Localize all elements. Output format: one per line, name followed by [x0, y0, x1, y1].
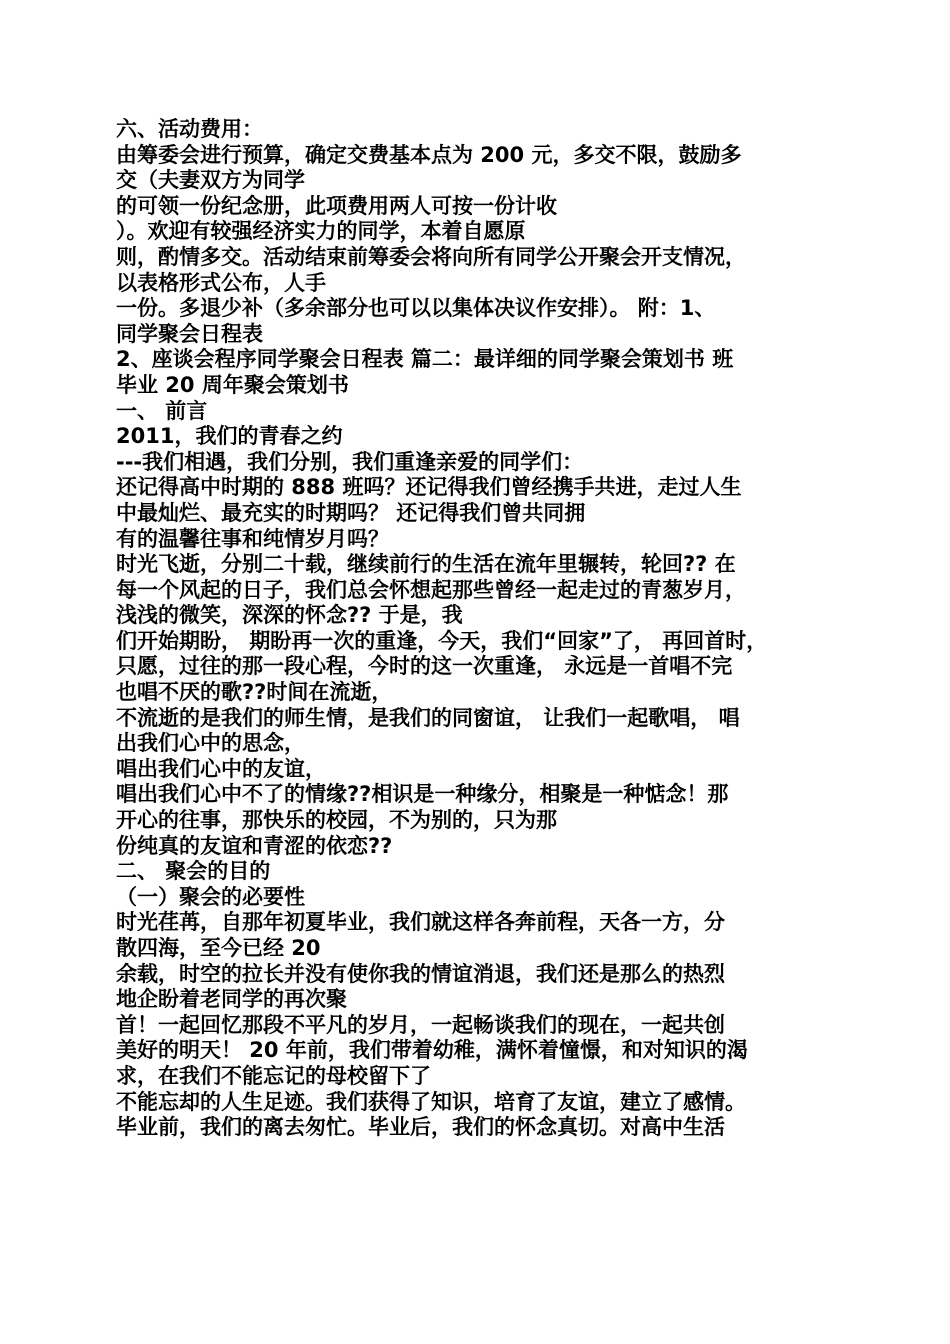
text-line: 交（夫妻双方为同学 [116, 168, 305, 193]
text-line: ---我们相遇，我们分别，我们重逢亲爱的同学们： [116, 449, 584, 474]
document-page [116, 117, 836, 1141]
text-line: 一份。多退少补（多余部分也可以以集体决议作安排）。 附：1、 [116, 296, 716, 321]
text-line: 每一个风起的日子，我们总会怀想起那些曾经一起走过的青葱岁月， [116, 577, 746, 602]
text-line: 不能忘却的人生足迹。我们获得了知识，培育了友谊，建立了感情。 [116, 1089, 746, 1114]
text-line: 中最灿烂、最充实的时期吗？ 还记得我们曾共同拥 [116, 500, 586, 525]
text-line: 首！一起回忆那段不平凡的岁月，一起畅谈我们的现在，一起共创 [116, 1012, 725, 1037]
text-line: 2、座谈会程序同学聚会日程表 篇二：最详细的同学聚会策划书 班 [116, 347, 734, 372]
text-line: 开心的往事，那快乐的校园，不为别的，只为那 [116, 808, 557, 833]
section-heading: 二、 聚会的目的 [116, 859, 271, 884]
text-line: 时光荏苒，自那年初夏毕业，我们就这样各奔前程，天各一方，分 [116, 910, 725, 935]
subsection-heading: （一）聚会的必要性 [116, 884, 305, 909]
text-line: 则，酌情多交。活动结束前筹委会将向所有同学公开聚会开支情况， [116, 244, 746, 269]
text-line: 散四海，至今已经 20 [116, 936, 321, 960]
text-line: 只愿，过往的那一段心程，今时的这一次重逢， 永远是一首唱不完 [116, 654, 733, 679]
text-line: 也唱不厌的歌??时间在流逝， [116, 680, 393, 705]
text-line: 毕业前，我们的离去匆忙。毕业后，我们的怀念真切。对高中生活 [116, 1115, 725, 1140]
text-line: 求，在我们不能忘记的母校留下了 [116, 1063, 431, 1088]
text-line: 的可领一份纪念册，此项费用两人可按一份计收 [116, 193, 557, 218]
text-line: 还记得高中时期的 888 班吗？还记得我们曾经携手共进，走过人生 [116, 475, 742, 500]
text-line: 出我们心中的思念， [116, 731, 305, 756]
text-line: 由筹委会进行预算，确定交费基本点为 200 元，多交不限，鼓励多 [116, 142, 742, 167]
text-line: 唱出我们心中的友谊， [116, 756, 326, 781]
text-line: 地企盼着老同学的再次聚 [116, 987, 347, 1012]
text-line: 浅浅的微笑，深深的怀念?? 于是，我 [116, 603, 463, 628]
text-line: 同学聚会日程表 [116, 321, 263, 346]
text-line: 份纯真的友谊和青涩的依恋?? [116, 833, 393, 858]
text-line: 2011，我们的青春之约 [116, 424, 343, 449]
text-line: 唱出我们心中不了的情缘??相识是一种缘分，相聚是一种惦念！那 [116, 782, 729, 807]
text-line: ）。欢迎有较强经济实力的同学，本着自愿原 [116, 219, 526, 244]
text-line: 六、活动费用： [116, 117, 263, 141]
text-line: 不流逝的是我们的师生情，是我们的同窗谊， 让我们一起歌唱， 唱 [116, 705, 740, 730]
text-line: 有的温馨往事和纯情岁月吗？ [116, 526, 389, 551]
text-line: 余载，时空的拉长并没有使你我的情谊消退，我们还是那么的热烈 [116, 961, 725, 986]
text-line: 美好的明天！ 20 年前，我们带着幼稚，满怀着憧憬，和对知识的渴 [116, 1038, 748, 1063]
text-line: 一、 前言 [116, 398, 208, 423]
text-line: 毕业 20 周年聚会策划书 [116, 372, 349, 397]
text-line: 时光飞逝，分别二十载，继续前行的生活在流年里辗转，轮回?? 在 [116, 552, 736, 577]
text-line: 以表格形式公布，人手 [116, 270, 326, 295]
text-line: 们开始期盼， 期盼再一次的重逢，今天，我们“回家”了， 再回首时， [116, 628, 768, 653]
